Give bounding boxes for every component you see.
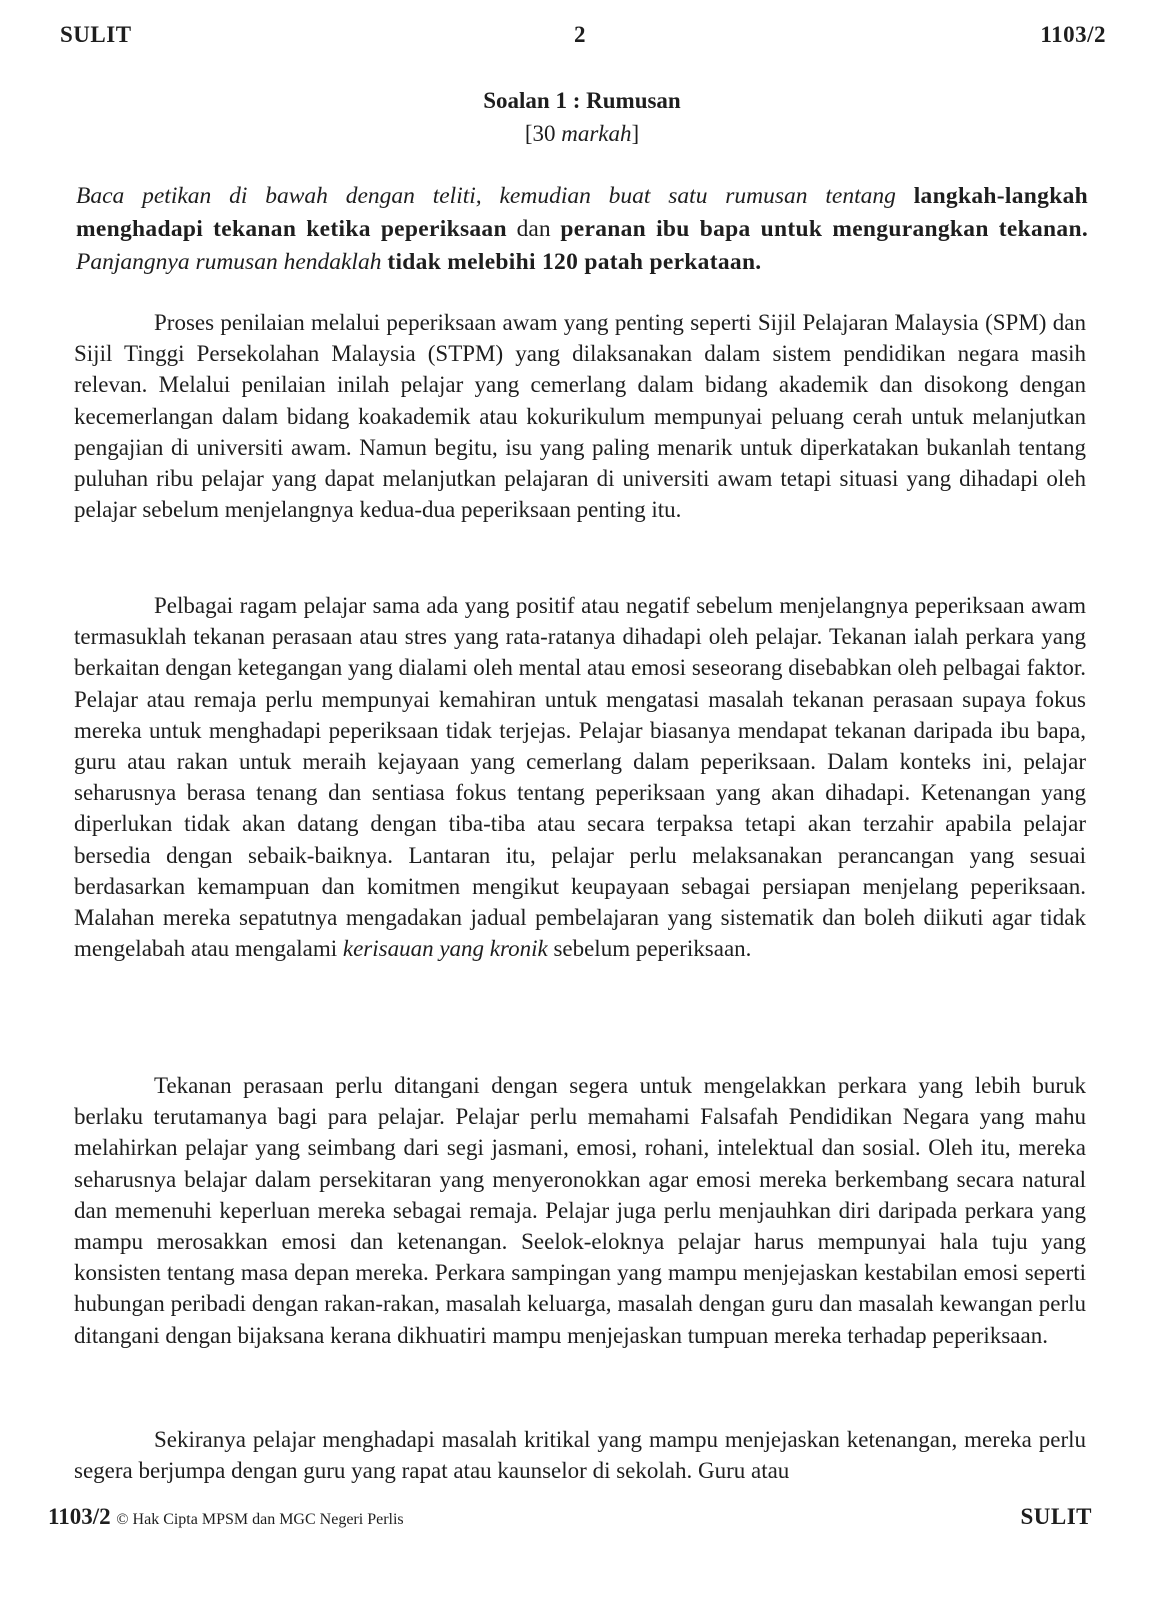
footer-copyright xyxy=(48,1504,404,1530)
question-heading xyxy=(0,84,1164,150)
passage-paragraph-2 xyxy=(74,590,1086,964)
header-sulit-label: SULIT xyxy=(60,22,132,47)
marks-open: [30 xyxy=(524,121,562,146)
paragraph-2-main: Pelbagai ragam pelajar sama ada yang positif atau negatif sebelum menjelangnya peperiksaan awam termasuklah tekanan perasaan atau stres yang rata-ratanya dihadapi oleh pelajar. Tekanan ialah perkara yang berkaitan dengan ketegangan yang dialami oleh mental atau emosi seseorang disebabkan oleh pelbagai faktor. Pelajar atau remaja perlu mempunyai kemahiran untuk mengatasi masalah tekanan perasaan supaya fokus mereka untuk menghadapi peperiksaan tidak terjejas. Pelajar biasanya mendapat tekanan daripada ibu bapa, guru atau rakan untuk meraih kejayaan yang cemerlang dalam peperiksaan. Dalam konteks ini, pelajar seharusnya berasa tenang dan sentiasa fokus tentang peperiksaan yang akan dihadapi. Ketenangan yang diperlukan tidak akan datang dengan tiba-tiba atau secara terpaksa tetapi akan terzahir apabila pelajar bersedia dengan sebaik-baiknya. Lantaran itu, pelajar perlu melaksanakan perancangan yang sesuai berdasarkan kemampuan dan komitmen mengikut keupayaan sebagai persiapan menjelang peperiksaan. Malahan mereka sepatutnya mengadakan jadual pembelajaran yang sistematik dan boleh diikuti agar tidak mengelabah atau mengalami xyxy=(74,593,1086,962)
instruction-part-1: Baca petikan di bawah dengan teliti, kemudian buat satu rumusan tentang xyxy=(76,183,896,209)
passage-paragraph-3: Tekanan perasaan perlu ditangani dengan segera untuk mengelakkan perkara yang lebih buruk berlaku terutamanya bagi para pelajar. Pelajar perlu memahami Falsafah Pendidikan Negara yang mahu melahirkan pelajar yang seimbang dari segi jasmani, emosi, rohani, intelektual dan sosial. Oleh itu, mereka seharusnya belajar dalam persekitaran yang menyeronokkan agar emosi mereka berkembang secara natural dan memenuhi keperluan mereka sebagai remaja. Pelajar juga perlu menjauhkan diri daripada perkara yang mampu merosakkan emosi dan ketenangan. Seelok-eloknya pelajar harus mempunyai hala tuju yang konsisten tentang masa depan mereka. Perkara sampingan yang mampu menjejaskan kestabilan emosi seperti hubungan peribadi dengan rakan-rakan, masalah keluarga, masalah dengan guru dan masalah kewangan perlu ditangani dengan bijaksana kerana dikhuatiri mampu menjejaskan tumpuan mereka terhadap peperiksaan. xyxy=(74,1073,1086,1348)
instruction-part-3: Panjangnya rumusan hendaklah xyxy=(76,249,382,275)
footer-copyright-text: © Hak Cipta MPSM dan MGC Negeri Perlis xyxy=(116,1511,404,1528)
footer-code: 1103/2 xyxy=(48,1504,111,1529)
question-title: Soalan 1 : Rumusan xyxy=(483,88,681,113)
paragraph-2-italic-phrase: kerisauan yang kronik xyxy=(342,936,548,962)
footer-sulit-label: SULIT xyxy=(1020,1504,1092,1529)
instruction-bold-1: langkah-langkah menghadapi tekanan ketika peperiksaan xyxy=(76,183,1088,242)
instruction-bold-2: peranan ibu bapa untuk mengurangkan tekanan. xyxy=(560,216,1089,242)
page-number: 2 xyxy=(574,22,586,47)
passage-paragraph-1: Proses penilaian melalui peperiksaan awam yang penting seperti Sijil Pelajaran Malaysia (SPM) dan Sijil Tinggi Persekolahan Malaysia (STPM) yang dilaksanakan dalam sistem pendidikan negara masih relevan. Melalui penilaian inilah pelajar yang cemerlang dalam bidang akademik dan disokong dengan kecemerlangan dalam bidang koakademik atau kokurikulum mempunyai peluang cerah untuk melanjutkan pengajian di universiti awam. Namun begitu, isu yang paling menarik untuk diperkatakan bukanlah tentang puluhan ribu pelajar yang dapat melanjutkan pelajaran di universiti awam tetapi situasi yang dihadapi oleh pelajar sebelum menjelangnya kedua-dua peperiksaan penting itu. xyxy=(74,310,1086,523)
instruction-part-2: dan xyxy=(516,216,551,242)
paper-code: 1103/2 xyxy=(1040,22,1106,47)
instruction-bold-3: tidak melebihi 120 patah perkataan. xyxy=(387,249,762,275)
marks-close: ] xyxy=(631,121,640,146)
passage-paragraph-4: Sekiranya pelajar menghadapi masalah kritikal yang mampu menjejaskan ketenangan, mereka perlu segera berjumpa dengan guru yang rapat atau kaunselor di sekolah. Guru atau xyxy=(74,1427,1086,1484)
marks-word: markah xyxy=(561,121,632,146)
instruction-text xyxy=(76,180,1088,279)
paragraph-2-end: sebelum peperiksaan. xyxy=(553,936,752,962)
question-marks xyxy=(0,118,1164,150)
